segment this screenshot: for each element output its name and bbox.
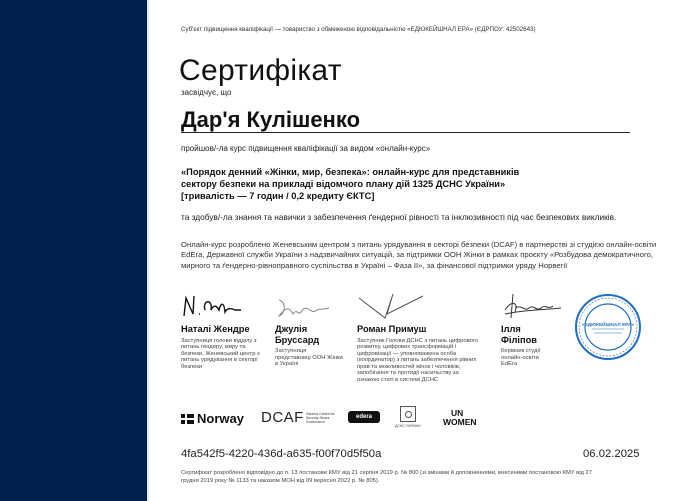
signature-1 bbox=[181, 292, 263, 322]
signature-2 bbox=[275, 292, 343, 322]
norway-flag-icon bbox=[181, 414, 194, 424]
dcaf-logo: DCAF Geneva Centre for Security Sector Governance bbox=[261, 409, 335, 426]
recipient-name: Дар'я Кулішенко bbox=[181, 107, 361, 132]
certificate-subtitle: засвідчує, що bbox=[181, 88, 232, 97]
certificate-date: 06.02.2025 bbox=[583, 448, 640, 460]
norway-logo: Norway bbox=[181, 411, 244, 426]
band-edge bbox=[147, 0, 149, 501]
svg-text:«ЕДЮКЕЙШНАЛ ЕРА»: «ЕДЮКЕЙШНАЛ ЕРА» bbox=[581, 323, 635, 328]
stamp-icon bbox=[574, 293, 642, 361]
signer-name: Ілля Філіпов bbox=[501, 324, 538, 345]
issuer-text: Суб'єкт підвищення кваліфікації — товариство з обмеженою відповідальністю «ЕДЮКЕЙШНАЛ ЕРА» (ЄДРПОУ: 42502643) bbox=[181, 26, 536, 33]
certificate-id: 4fa542f5-4220-436d-a635-f00f70d5f50a bbox=[181, 448, 382, 460]
signature-3 bbox=[357, 292, 479, 322]
signer-role: Заступник Голови ДСНС з питань цифрового розвитку, цифрових трансформацій і цифровізації — уповноважена особа (координатор) з питань забезпечення рівних прав та можливостей жінок і чоловіків, запобігання та протидії насильству за ознакою статі в системі ДСНС bbox=[357, 337, 479, 384]
signer-name: Наталі Жендре bbox=[181, 324, 250, 334]
course-duration: [тривалість — 7 годин / 0,2 кредиту ЄКТС] bbox=[181, 191, 375, 201]
signer-1 bbox=[181, 292, 263, 370]
legal-note: Сертифікат розроблено відповідно до п. 13 постанови КМУ від 21 серпня 2019 р. № 800 (зі змінами й доповненнями, внесеними постановою КМУ від 27 грудня 2019 року № 1133 та наказом МОН від 09 вересня 2022 р. № 805). bbox=[181, 470, 592, 484]
signer-name: Джулія Бруссард bbox=[275, 324, 320, 345]
signature-icon bbox=[181, 292, 251, 320]
dsns-emblem-icon bbox=[400, 406, 416, 422]
signer-2 bbox=[275, 292, 343, 368]
signature-4 bbox=[501, 292, 553, 322]
developed-text: Онлайн-курс розроблено Женевським центром з питань урядування в секторі безпеки (DCAF) в партнерстві зі студією онлайн-освіти EdEra, Державної служби України з надзвичайних ситуацій, за підтримки ООН Жінки в рамках проєкту «Розбудова демократичного, мирного та ґендерно-рівноправного суспільства в Україні – Фаза ІІ», за фінансової підтримки уряду Норвегії bbox=[181, 240, 657, 270]
signer-4 bbox=[501, 292, 553, 368]
dsns-logo: ДСНС УКРАЇНИ bbox=[395, 406, 421, 428]
signature-icon bbox=[357, 292, 427, 320]
signature-icon bbox=[275, 292, 335, 320]
edera-logo: edera bbox=[348, 411, 380, 423]
acquired-text: та здобув/-ла знання та навички з забезпечення ґендерної рівності та інклюзивності під час безпекових викликів. bbox=[181, 212, 617, 222]
signature-icon bbox=[501, 292, 565, 320]
course-line-2: сектору безпеки на прикладі відомчого плану дій 1325 ДСНС України» bbox=[181, 179, 506, 189]
un-women-logo: UN WOMEN bbox=[443, 408, 477, 427]
signer-name: Роман Примуш bbox=[357, 324, 427, 334]
signer-role: Керівник студії онлайн-освіти EdEra bbox=[501, 348, 541, 368]
left-color-band bbox=[0, 0, 147, 501]
completed-text: пройшов/-ла курс підвищення кваліфікації за видом «онлайн-курс» bbox=[181, 144, 431, 153]
certificate-title: Сертифікат bbox=[179, 54, 342, 87]
signer-3 bbox=[357, 292, 479, 384]
course-line-1: «Порядок денний «Жінки, мир, безпека»: онлайн-курс для представників bbox=[181, 167, 520, 177]
name-underline bbox=[181, 132, 630, 133]
official-stamp bbox=[574, 293, 642, 361]
signer-role: Заступниця голови відділу з питань гендеру, миру та безпеки, Женевський центр з питань урядування в секторі безпеки bbox=[181, 337, 260, 370]
course-title bbox=[181, 166, 651, 202]
partner-logos bbox=[181, 406, 501, 430]
signer-role: Заступниця представниці ООН Жінки в Україні bbox=[275, 348, 343, 368]
